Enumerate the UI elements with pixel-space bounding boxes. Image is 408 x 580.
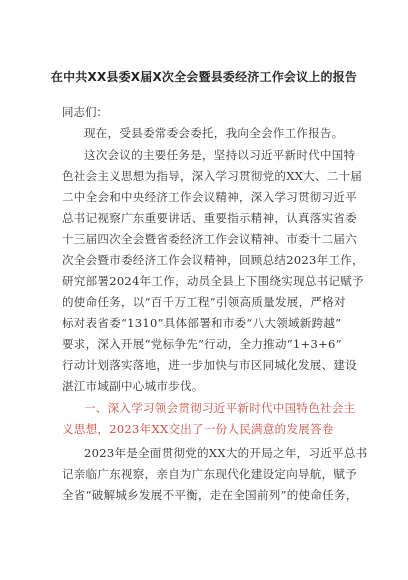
paragraph-intro: 现在，受县委常委会委托，我向全会作工作报告。 (84, 126, 344, 140)
paragraph-line: 全省“破解城乡发展不平衡，走在全国前列”的使命任务， (62, 488, 358, 502)
section-heading: 义思想，2023年XX交出了一份人民满意的发展答卷 (62, 422, 334, 436)
paragraph-line: 次全会暨市委经济工作会议精神，回顾总结2023年工作， (62, 253, 364, 267)
document-title: 在中共XX县委X届X次全会暨县委经济工作会议上的报告 (50, 70, 358, 84)
paragraph-line: 总书记视察广东重要讲话、重要指示精神，认真落实省委 (62, 211, 357, 225)
paragraph-line: 的使命任务，以“百千万工程”引领高质量发展，严格对 (62, 295, 346, 309)
paragraph-line: 十三届四次全会暨省委经济工作会议精神、市委十二届六 (62, 232, 357, 246)
salutation: 同志们： (62, 105, 108, 119)
paragraph-line: 标对表省委“1310”具体部署和市委“八大领域新跨越” (62, 316, 342, 330)
paragraph-line: 这次会议的主要任务是，坚持以习近平新时代中国特 (84, 148, 356, 162)
paragraph-line: 记亲临广东视察，亲自为广东现代化建设定向导航，赋予 (62, 467, 357, 481)
paragraph-line: 2023年是全面贯彻党的XX大的开局之年，习近平总书 (84, 446, 368, 460)
paragraph-line: 色社会主义思想为指导，深入学习贯彻党的XX大、二十届 (62, 169, 363, 183)
paragraph-line: 研究部署2024年工作，动员全县上下围绕实现总书记赋予 (62, 274, 364, 288)
paragraph-line: 湛江市域副中心城市步伐。 (62, 379, 204, 393)
paragraph-line: 要求，深入开展“党标争先”行动，全力推动“1+3+6” (62, 337, 342, 351)
paragraph-line: 行动计划落实落地，进一步加快与市区同城化发展、建设 (62, 358, 357, 372)
section-heading: 一、深入学习领会贯彻习近平新时代中国特色社会主 (84, 401, 356, 415)
paragraph-line: 二中全会和中央经济工作会议精神，深入学习贯彻习近平 (62, 190, 357, 204)
